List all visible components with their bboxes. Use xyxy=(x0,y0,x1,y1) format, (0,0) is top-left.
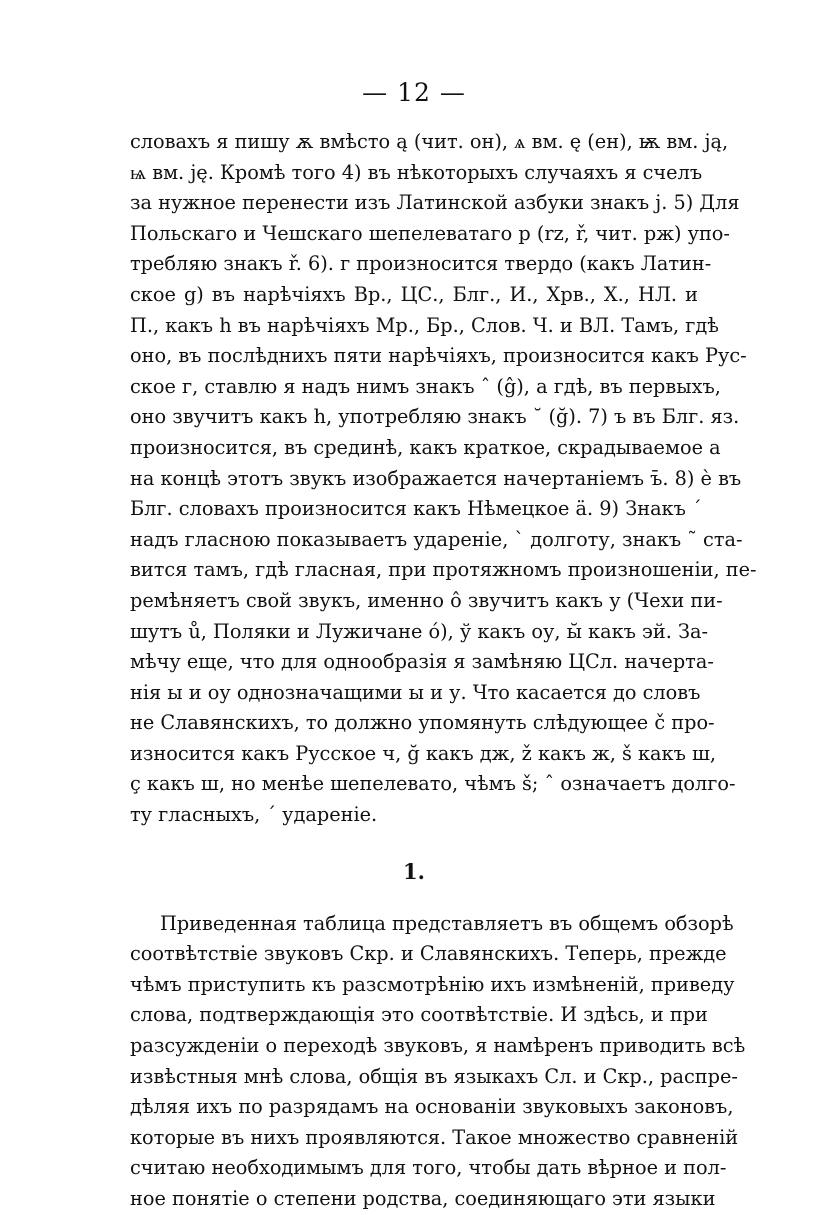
text-line: на концѣ этотъ звукъ изображается начертаніемъ ъ̄. 8) ѐ въ xyxy=(130,466,742,490)
text-line: слова, подтверждающія это соотвѣтствіе. И здѣсь, и при xyxy=(130,1003,708,1027)
text-line: дѣляя ихъ по разрядамъ на основаніи звуковыхъ законовъ, xyxy=(130,1095,734,1119)
text-line: извѣстныя мнѣ слова, общія въ языкахъ Сл. и Скр., распре- xyxy=(130,1064,738,1088)
text-line: нія ы и оу однозначащими ы и у. Что касается до словъ xyxy=(130,680,701,704)
text-line: соотвѣтствіе звуковъ Скр. и Славянскихъ. Теперь, прежде xyxy=(130,942,727,966)
text-line: надъ гласною показываетъ удареніе, ` долготу, знакъ ˜ ста- xyxy=(130,527,743,551)
text-line: износится какъ Русское ч, ğ какъ дж, ž какъ ж, š какъ ш, xyxy=(130,741,717,765)
text-line: произносится, въ срединѣ, какъ краткое, скрадываемое а xyxy=(130,435,721,459)
text-line: чѣмъ приступить къ разсмотрѣнію ихъ измѣненій, приведу xyxy=(130,972,735,996)
text-line: мѣчу еще, что для однообразія я замѣняю ЦСл. начерта- xyxy=(130,650,714,674)
text-line: оно звучитъ какъ h, употребляю знакъ ˘ (ğ). 7) ъ въ Блг. яз. xyxy=(130,405,740,429)
text-line: ѩ вм. ję. Кромѣ того 4) въ нѣкоторыхъ случаяхъ я счелъ xyxy=(130,160,703,184)
text-line: не Славянскихъ, то должно упомянуть слѣдующее č про- xyxy=(130,711,715,735)
text-line: за нужное перенести изъ Латинской азбуки знакъ j. 5) Для xyxy=(130,191,740,215)
text-line: оно, въ послѣднихъ пяти нарѣчіяхъ, произносится какъ Рус- xyxy=(130,344,747,368)
paragraph-2 xyxy=(130,909,746,1215)
page-number: — 12 — xyxy=(362,78,466,107)
text-line: считаю необходимымъ для того, чтобы дать вѣрное и пол- xyxy=(130,1156,727,1180)
text-line: требляю знакъ ř. 6). г произносится твердо (какъ Латин- xyxy=(130,252,712,276)
text-line: словахъ я пишу ѫ вмѣсто ą (чит. он), ѧ вм. ę (ен), ѭ вм. ją, xyxy=(130,130,729,153)
text-line: которые въ нихъ проявляются. Такое множество сравненій xyxy=(130,1125,739,1149)
text-line: шутъ ů, Поляки и Лужичане ó), ў какъ оу, ы̆ какъ эй. За- xyxy=(130,619,708,643)
text-line: ту гласныхъ, ´ удареніе. xyxy=(130,803,378,827)
text-line: Блг. словахъ произносится какъ Нѣмецкое ä. 9) Знакъ ´ xyxy=(130,497,702,521)
paragraph-1 xyxy=(130,127,757,831)
text-line: ное понятіе о степени родства, соединяющаго эти языки xyxy=(130,1187,716,1210)
text-line: разсужденіи о переходѣ звуковъ, я намѣренъ приводить всѣ xyxy=(130,1034,746,1058)
text-line: Приведенная таблица представляетъ въ общемъ обзорѣ xyxy=(160,911,734,935)
text-line: вится тамъ, гдѣ гласная, при протяжномъ произношеніи, пе- xyxy=(130,558,757,582)
text-line: П., какъ h въ нарѣчіяхъ Мр., Бр., Слов. Ч. и ВЛ. Тамъ, гдѣ xyxy=(130,313,719,337)
text-line: ское g) въ нарѣчіяхъ Вр., ЦС., Блг., И., Хрв., Х., НЛ. и xyxy=(130,282,698,306)
text-line: Польскаго и Чешскаго шепелеватаго р (rz, ř, чит. рж) упо- xyxy=(130,221,730,245)
page xyxy=(130,78,757,1215)
text-line: ç какъ ш, но менѣе шепелевато, чѣмъ š; ˆ означаетъ долго- xyxy=(130,772,736,796)
text-line: ремѣняетъ свой звукъ, именно ô звучитъ какъ у (Чехи пи- xyxy=(130,588,723,612)
text-line: ское г, ставлю я надъ нимъ знакъ ˆ (ĝ), а гдѣ, въ первыхъ, xyxy=(130,374,721,398)
section-number: 1. xyxy=(403,858,425,884)
